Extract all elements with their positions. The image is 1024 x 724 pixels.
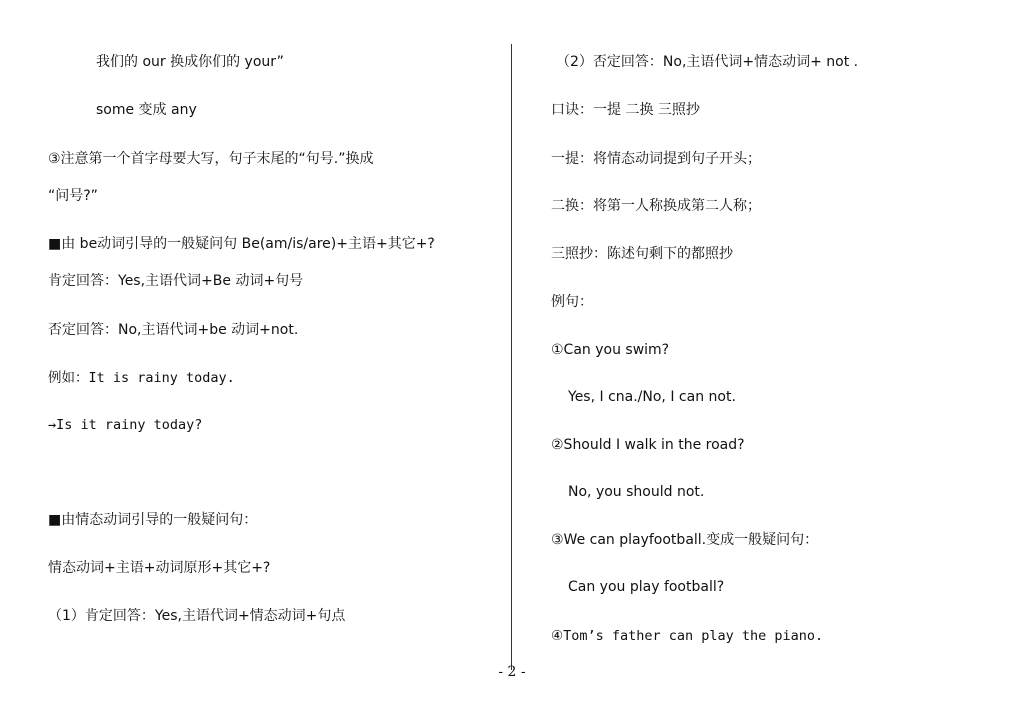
example-sentence: ③We can playfootball.变成一般疑问句：: [551, 532, 819, 548]
example-sentence: ①Can you swim?: [551, 342, 670, 358]
text-line: 口诀：一提 二换 三照抄: [551, 102, 700, 118]
text-line: 我们的 our 换成你们的 your”: [96, 54, 284, 70]
text-line: （1）肯定回答：Yes,主语代词+情态动词+句点: [48, 608, 346, 624]
text-line: 否定回答：No,主语代词+be 动词+not.: [48, 322, 299, 338]
page-number: - 2 -: [498, 664, 526, 680]
text-line: 二换：将第一人称换成第二人称；: [551, 198, 761, 214]
text-line: 肯定回答：Yes,主语代词+Be 动词+句号: [48, 273, 304, 289]
text-line: 三照抄：陈述句剩下的都照抄: [551, 246, 733, 262]
example-answer: No, you should not.: [568, 484, 705, 500]
text-line: some 变成 any: [96, 102, 197, 118]
example-sentence: ④Tom’s father can play the piano.: [551, 628, 824, 644]
text-line: 情态动词+主语+动词原形+其它+?: [48, 560, 271, 576]
text-line: ③注意第一个首字母要大写，句子末尾的“句号.”换成: [48, 151, 374, 167]
example-sentence: →Is it rainy today?: [48, 417, 203, 433]
text-line: 一提：将情态动词提到句子开头；: [551, 151, 761, 167]
text-line: 例句：: [551, 294, 593, 310]
text-line: “问号?”: [48, 188, 98, 204]
example-sentence: ②Should I walk in the road?: [551, 437, 745, 453]
text-line: （2）否定回答：No,主语代词+情态动词+ not .: [556, 54, 859, 70]
section-heading: ■由情态动词引导的一般疑问句：: [48, 512, 258, 528]
example-answer: Yes, I cna./No, I can not.: [568, 389, 736, 405]
text-line: ■由 be动词引导的一般疑问句 Be(am/is/are)+主语+其它+?: [48, 236, 435, 252]
example-sentence: 例如：It is rainy today.: [48, 370, 235, 386]
column-divider: [511, 44, 512, 670]
example-answer: Can you play football?: [568, 579, 725, 595]
